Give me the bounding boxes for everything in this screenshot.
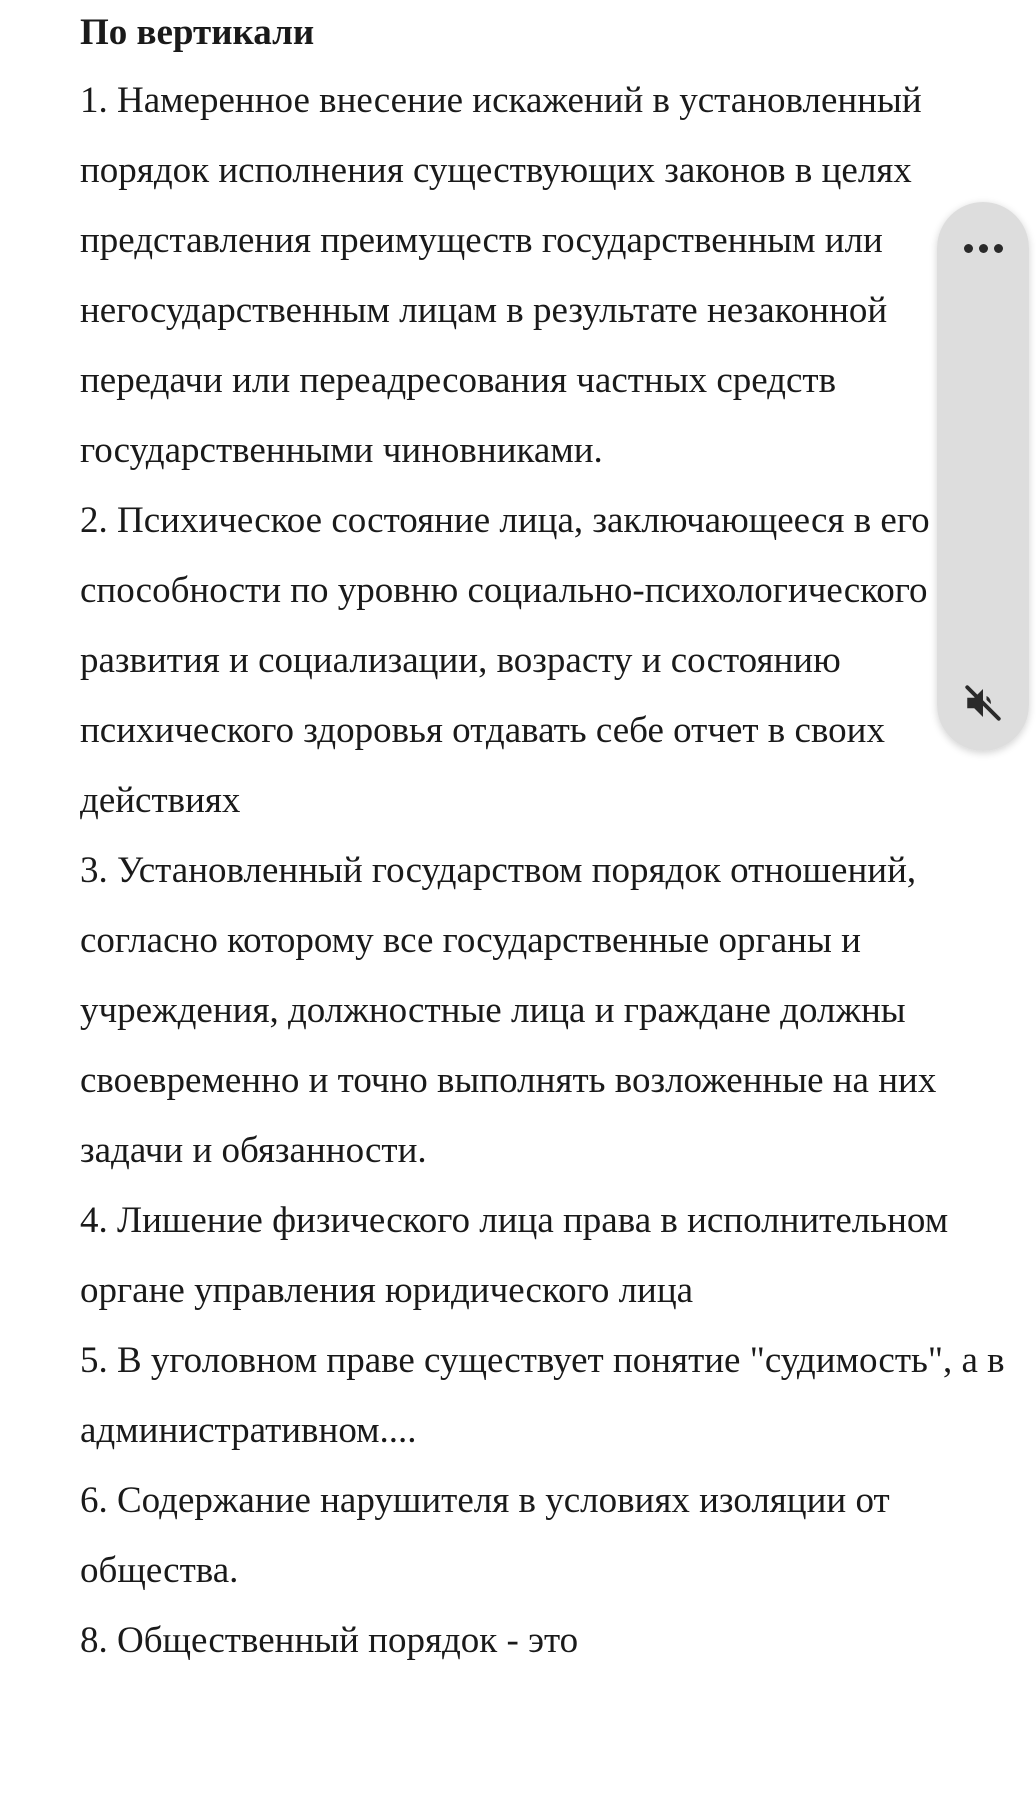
clue-item-6: 6. Содержание нарушителя в условиях изоляции от общества. xyxy=(80,1480,890,1591)
more-dot xyxy=(979,244,988,253)
more-horizontal-icon xyxy=(964,244,973,253)
document-text xyxy=(80,0,1020,1676)
more-dot xyxy=(994,244,1003,253)
clue-item-2: 2. Психическое состояние лица, заключающееся в его способности по уровню социально-психологического развития и социализации, возрасту и состоянию психического здоровья отдавать себе отчет в своих действиях xyxy=(80,500,930,821)
mute-toggle-button[interactable] xyxy=(958,678,1008,728)
clue-item-8: 8. Общественный порядок - это xyxy=(80,1620,579,1661)
section-heading: По вертикали xyxy=(80,12,315,53)
clue-item-4: 4. Лишение физического лица права в исполнительном органе управления юридического лица xyxy=(80,1200,949,1311)
floating-side-panel xyxy=(937,202,1029,751)
clue-item-3: 3. Установленный государством порядок отношений, согласно которому все государственные органы и учреждения, должностные лица и граждане должны своевременно и точно выполнять возложенные на них задачи и обязанности. xyxy=(80,850,937,1171)
clue-item-5: 5. В уголовном праве существует понятие "судимость", а в административном.... xyxy=(80,1340,1005,1451)
more-options-button[interactable] xyxy=(953,228,1013,268)
muted-speaker-icon xyxy=(962,682,1004,724)
clue-item-1: 1. Намеренное внесение искажений в установленный порядок исполнения существующих законов в целях представления преимуществ государственным или негосударственным лицам в результате незаконной передачи или переадресования частных средств государственными чиновниками. xyxy=(80,80,922,471)
